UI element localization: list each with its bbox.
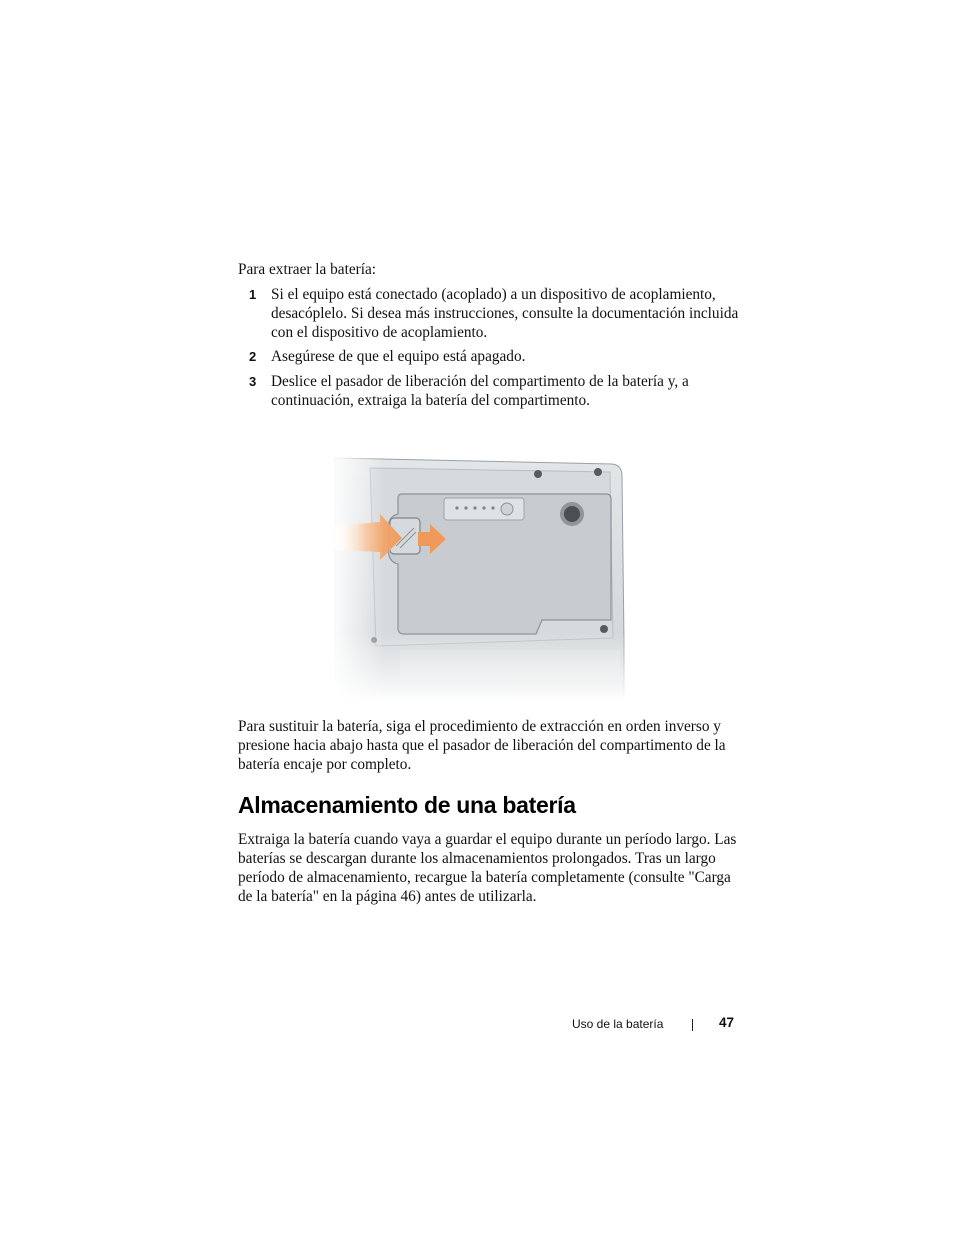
battery-release-figure	[330, 452, 630, 702]
step-text: Deslice el pasador de liberación del compartimento de la batería y, a continuación, extraiga la batería del compartimento.	[271, 373, 689, 409]
footer-section-title: Uso de la batería	[572, 1017, 664, 1031]
step-text: Si el equipo está conectado (acoplado) a un dispositivo de acoplamiento, desacóplelo. Si desea más instrucciones, consulte la documentación incluida con el dispositivo de acoplamiento.	[271, 286, 739, 341]
step-number: 2	[249, 349, 257, 364]
laptop-battery-release-illustration-icon	[330, 452, 630, 702]
page-number: 47	[719, 1015, 735, 1030]
replace-paragraph: Para sustituir la batería, siga el procedimiento de extracción en orden inverso y presione hacia abajo hasta que el pasador de liberación del compartimento de la batería encaje por completo.	[238, 718, 726, 773]
intro-text: Para extraer la batería:	[238, 261, 377, 278]
step-text: Asegúrese de que el equipo está apagado.	[271, 348, 526, 365]
footer-divider	[692, 1019, 693, 1031]
storage-paragraph: Extraiga la batería cuando vaya a guardar el equipo durante un período largo. Las baterías se descargan durante los almacenamientos prolongados. Tras un largo período de almacenamiento, recargue la batería completamente (consulte "Carga de la batería" en la página 46) antes de utilizarla.	[238, 831, 737, 905]
step-number: 1	[249, 287, 257, 302]
section-heading: Almacenamiento de una batería	[238, 792, 576, 818]
step-number: 3	[249, 374, 257, 389]
